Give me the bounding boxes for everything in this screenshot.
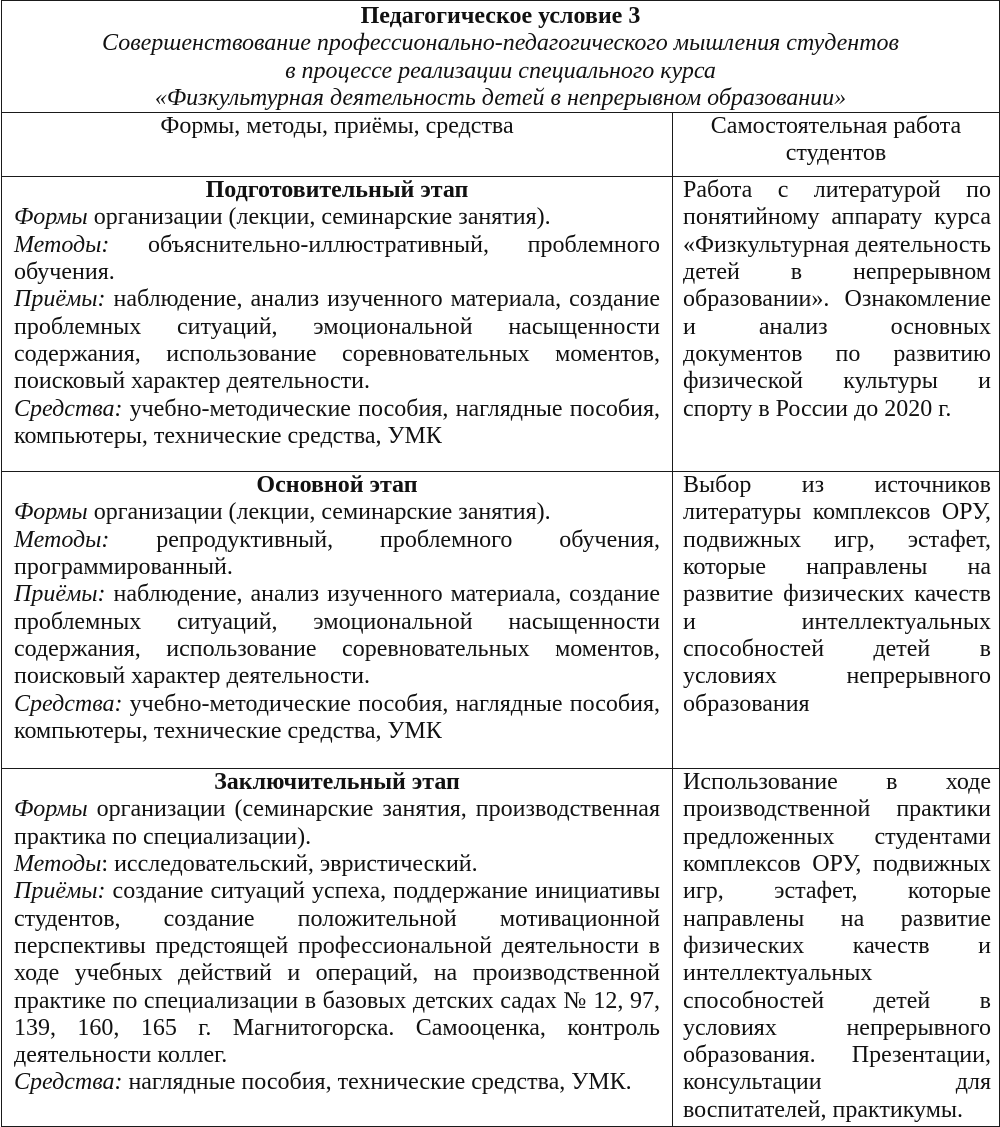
methods-text: : исследовательский, эвристический. [101, 851, 478, 878]
independent-work-text: Работа с литературой по понятийному аппарату курса «Физкультурная деятельность детей в непрерывном образовании». Ознакомление и анализ основных документов по развитию физической культуры и спорту в России до 2020 г. [683, 177, 991, 422]
independent-work-text: Выбор из источников литературы комплексов ОРУ, подвижных игр, эстафет, которые направлены на развитие физических качеств и интеллектуальных способностей детей в условиях непрерывного образования [683, 472, 991, 717]
means-label: Средства: [14, 690, 123, 717]
means-paragraph [14, 1069, 660, 1096]
techniques-label: Приёмы: [14, 878, 106, 905]
means-paragraph [14, 396, 660, 451]
forms-paragraph [14, 796, 660, 851]
forms-paragraph [14, 499, 660, 526]
methods-label: Методы [14, 851, 102, 878]
techniques-text: создание ситуаций успеха, поддержание инициативы студентов, создание положительной мотивационной перспективы предстоящей профессиональной деятельности в ходе учебных действий и операций, на производственной практике по специализации в базовых детских садах № 12, 97, 139, 160, 165 г. Магнитогорска. Самооценка, контроль деятельности коллег. [14, 878, 660, 1069]
stage-independent-work-cell [673, 472, 1000, 769]
stage-independent-work-cell [673, 177, 1000, 472]
methods-text: объяснительно-иллюстративный, проблемного обучения. [14, 231, 660, 286]
table-subtitle-line-1: Совершенствование профессионально-педагогического мышления студентов [102, 30, 899, 57]
stage-title: Основной этап [256, 472, 418, 499]
techniques-paragraph [14, 878, 660, 1069]
methods-paragraph [14, 527, 660, 582]
title-cell [2, 1, 1000, 113]
means-label: Средства: [14, 1069, 123, 1096]
means-text: учебно-методические пособия, наглядные пособия, компьютеры, технические средства, УМК [14, 395, 660, 449]
techniques-text: наблюдение, анализ изученного материала, создание проблемных ситуаций, эмоциональной насыщенности содержания, использование соревновательных моментов, поисковый характер деятельности. [14, 286, 660, 395]
header-col1-label: Формы, методы, приёмы, средства [160, 113, 514, 140]
means-text: наглядные пособия, технические средства, УМК. [122, 1069, 632, 1096]
independent-work-text: Использование в ходе производственной практики предложенных студентами комплексов ОРУ, подвижных игр, эстафет, которые направлены на развитие физических качеств и интеллектуальных способностей детей в условиях непрерывного образования. Презентации, консультации для воспитателей, практикумы. [683, 769, 991, 1123]
table-heading: Педагогическое условие 3 [360, 3, 641, 29]
table-subtitle-line-2: в процессе реализации специального курса [285, 57, 716, 84]
table-subtitle-line-3: «Физкультурная деятельность детей в непрерывном образовании» [154, 84, 847, 111]
stage-methods-cell [2, 769, 673, 1127]
stage-methods-cell [2, 472, 673, 769]
techniques-label: Приёмы: [14, 581, 106, 608]
methods-text: репродуктивный, проблемного обучения, программированный. [14, 526, 660, 581]
stage-row-preparatory [2, 177, 1000, 472]
forms-label: Формы [14, 499, 88, 526]
forms-text: организации (лекции, семинарские занятия). [87, 499, 551, 526]
header-col1 [2, 113, 673, 177]
methods-label: Методы: [14, 231, 110, 258]
forms-text: организации (лекции, семинарские занятия). [87, 204, 551, 231]
stage-title: Подготовительный этап [205, 177, 469, 204]
header-row [2, 113, 1000, 177]
forms-paragraph [14, 204, 660, 231]
title-row [2, 1, 1000, 113]
forms-label: Формы [14, 204, 88, 231]
stage-row-final [2, 769, 1000, 1127]
header-col2-label: Самостоятельная работа студентов [710, 113, 962, 167]
forms-label: Формы [14, 796, 88, 823]
means-paragraph [14, 691, 660, 746]
pedagogical-condition-table [1, 0, 1000, 1127]
methods-paragraph [14, 851, 660, 878]
stage-title: Заключительный этап [214, 769, 460, 796]
stage-row-main [2, 472, 1000, 769]
means-text: учебно-методические пособия, наглядные пособия, компьютеры, технические средства, УМК [14, 690, 660, 744]
techniques-paragraph [14, 581, 660, 690]
forms-text: организации (семинарские занятия, производственная практика по специализации). [14, 796, 660, 850]
stage-independent-work-cell [673, 769, 1000, 1127]
techniques-label: Приёмы: [14, 286, 106, 313]
header-col2 [673, 113, 1000, 177]
methods-label: Методы: [14, 526, 110, 553]
means-label: Средства: [14, 395, 123, 422]
stage-methods-cell [2, 177, 673, 472]
methods-paragraph [14, 232, 660, 287]
techniques-paragraph [14, 286, 660, 395]
techniques-text: наблюдение, анализ изученного материала, создание проблемных ситуаций, эмоциональной насыщенности содержания, использование соревновательных моментов, поисковый характер деятельности. [14, 581, 660, 690]
